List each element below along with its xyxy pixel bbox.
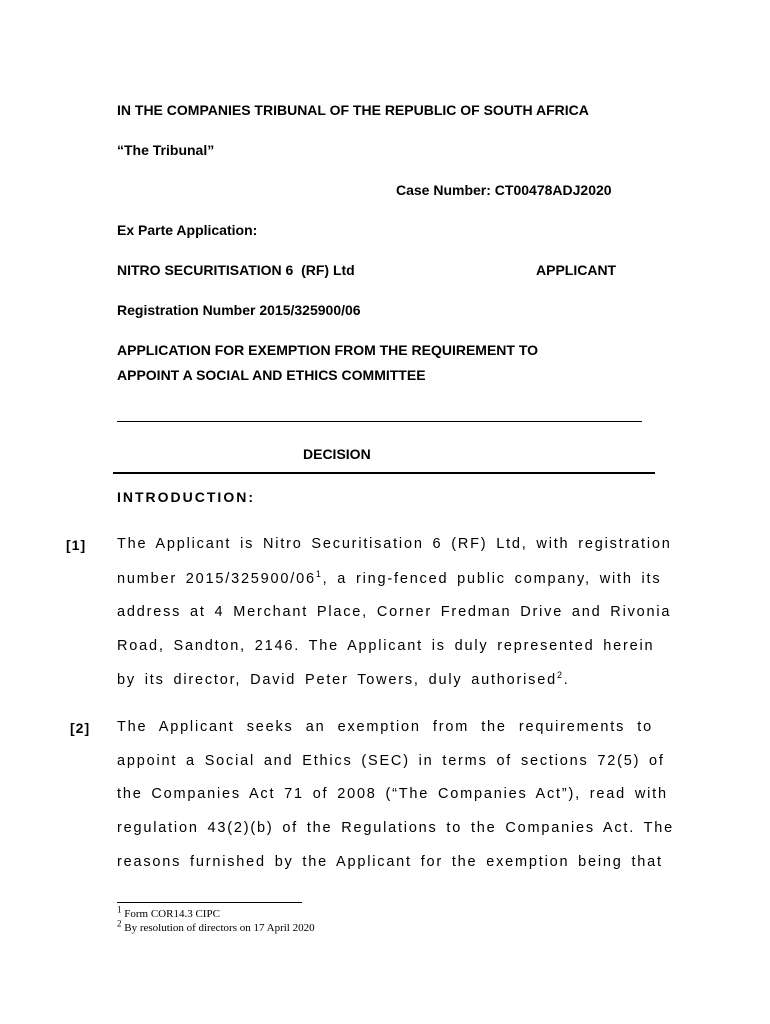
paragraph-2-line-4: regulation 43(2)(b) of the Regulations to the Companies Act. The [117,820,675,836]
footnote-2-mark: 2 [117,918,122,929]
footnote-1-mark: 1 [117,904,122,915]
divider-thin [117,421,642,422]
footnote-ref-2: 2 [556,670,564,681]
footnote-ref-1: 1 [315,569,323,580]
subject-line-1: APPLICATION FOR EXEMPTION FROM THE REQUIREMENT TO [117,342,539,358]
footnote-1 [117,904,220,920]
divider-thick [113,472,655,474]
footnote-2-text: By resolution of directors on 17 April 2020 [121,922,315,934]
footnote-1-text: Form COR14.3 CIPC [121,908,220,920]
paragraph-1-line-1: The Applicant is Nitro Securitisation 6 (RF) Ltd, with registration [117,536,672,552]
footnote-divider [117,902,302,903]
footnote-2 [117,918,315,934]
paragraph-1-line-2-rest: , a ring-fenced public company, with its [322,571,662,587]
paragraph-number-2: [2] [70,720,91,736]
case-number: Case Number: CT00478ADJ2020 [396,182,612,198]
paragraph-1-line-5-text: by its director, David Peter Towers, duly authorised [117,672,557,688]
paragraph-2-line-1: The Applicant seeks an exemption from the requirements to [117,719,653,735]
paragraph-1-line-5 [117,672,653,688]
paragraph-1-end: . [563,672,570,688]
paragraph-2-line-2: appoint a Social and Ethics (SEC) in terms of sections 72(5) of [117,753,665,769]
applicant-role: APPLICANT [536,262,617,278]
court-heading: IN THE COMPANIES TRIBUNAL OF THE REPUBLIC OF SOUTH AFRICA [117,102,589,118]
paragraph-number-1: [1] [66,537,87,553]
subject-line-2: APPOINT A SOCIAL AND ETHICS COMMITTEE [117,367,426,383]
tribunal-alias: “The Tribunal” [117,142,215,158]
applicant-name: NITRO SECURITISATION 6 (RF) Ltd [117,262,355,278]
paragraph-2-line-5: reasons furnished by the Applicant for the exemption being that [117,854,663,870]
registration-ref: number 2015/325900/06 [117,571,316,587]
paragraph-2-line-3: the Companies Act 71 of 2008 (“The Companies Act”), read with [117,786,668,802]
decision-title: DECISION [303,446,371,462]
registration-number: Registration Number 2015/325900/06 [117,302,361,318]
section-title: INTRODUCTION: [117,489,255,505]
application-type: Ex Parte Application: [117,222,258,238]
paragraph-1-line-2 [117,569,662,587]
paragraph-1-line-3: address at 4 Merchant Place, Corner Fredman Drive and Rivonia [117,604,672,620]
paragraph-1-line-4: Road, Sandton, 2146. The Applicant is duly represented herein [117,638,655,654]
